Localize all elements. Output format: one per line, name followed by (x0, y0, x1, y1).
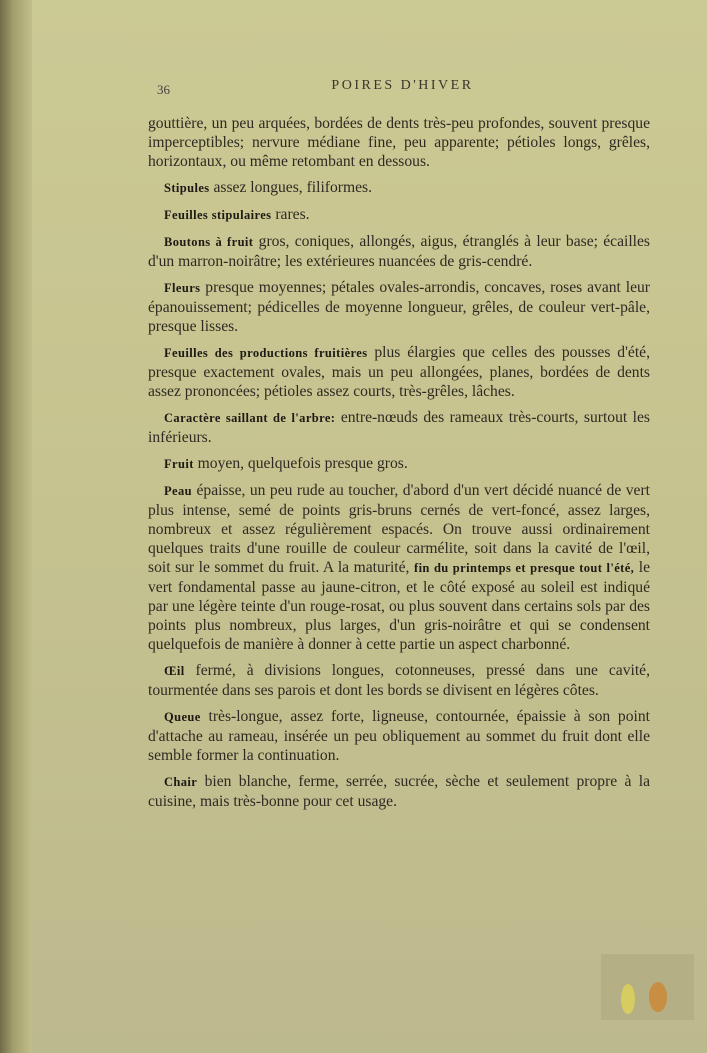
paragraph-boutons (148, 232, 650, 271)
paragraph-fruit (148, 454, 650, 474)
paragraph-text: gros, coniques, allongés, aigus, étranglés à leur base; écailles d'un marron-noirâtre; les extérieures nuancées de gris-cendré. (148, 233, 650, 270)
paragraph-text: fermé, à divisions longues, cotonneuses, pressé dans une cavité, tourmentée dans ses parois et dont les bords se divisent en légères côtes. (148, 662, 650, 699)
pear-icon (621, 984, 635, 1014)
paragraph-text: épaisse, un peu rude au toucher, d'abord d'un vert décidé nuancé de vert plus intense, semé de points gris-bruns cernés de vert-foncé, assez larges, nombreux et assez régulièrement espacés. On trouve aussi ordinairement quelques traits d'une rouille de couleur carmélite, soit dans la cavité de l'œil, soit sur le sommet du fruit. A la maturité, (148, 482, 650, 576)
lead-term: Fruit (164, 457, 194, 471)
paragraph-text: assez longues, filiformes. (209, 179, 372, 196)
book-binding-edge (0, 0, 32, 1053)
paragraph-text: plus élargies que celles des pousses d'été, presque exactement ovales, mais un peu allongées, planes, bordées de dents assez prononcées; pétioles assez courts, très-grêles, lâches. (148, 344, 650, 400)
pear-icon (649, 982, 667, 1012)
paragraph-text: presque moyennes; pétales ovales-arrondis, concaves, roses avant leur épanouissement; pédicelles de moyenne longueur, grêles, de couleur vert-pâle, presque lisses. (148, 279, 650, 335)
lead-term: Peau (164, 484, 192, 498)
lead-term: Œil (164, 664, 185, 678)
paragraph-text: entre-nœuds des rameaux très-courts, surtout les inférieurs. (148, 409, 650, 446)
paragraph-stipules (148, 178, 650, 198)
lead-term: Fleurs (164, 281, 201, 295)
paragraph-oeil (148, 661, 650, 700)
paragraph-chair (148, 772, 650, 811)
paragraph-text: rares. (271, 206, 310, 223)
paragraph-continuation (148, 114, 650, 171)
paragraph-text: très-longue, assez forte, ligneuse, contournée, épaissie à son point d'attache au rameau, insérée un peu obliquement au sommet du fruit dont elle semble former la continuation. (148, 708, 650, 764)
paragraph-feuilles-stipulaires (148, 205, 650, 225)
lead-term: Chair (164, 775, 198, 789)
lead-term: Feuilles des productions fruitières (164, 346, 368, 360)
paragraph-caractere (148, 408, 650, 447)
paragraph-fleurs (148, 278, 650, 336)
lead-term: Feuilles stipulaires (164, 208, 272, 222)
page-number: 36 (157, 82, 170, 97)
page-body (148, 114, 650, 818)
running-title: POIRES D'HIVER (331, 78, 474, 93)
paragraph-text: bien blanche, ferme, serrée, sucrée, sèche et seulement propre à la cuisine, mais très-bonne pour cet usage. (148, 773, 650, 810)
lead-term: Boutons à fruit (164, 235, 254, 249)
paragraph-feuilles-productions (148, 343, 650, 401)
paragraph-text: gouttière, un peu arquées, bordées de dents très-peu profondes, souvent presque imperceptibles; nervure médiane fine, peu apparente; pétioles longs, grêles, horizontaux, ou même retombant en dessous. (148, 115, 650, 170)
page-header (155, 78, 650, 98)
lead-term: Queue (164, 710, 201, 724)
paragraph-text: moyen, quelquefois presque gros. (193, 455, 408, 472)
lead-term: Caractère saillant de l'arbre: (164, 411, 336, 425)
pear-illustration-thumbnail (601, 954, 694, 1020)
paragraph-queue (148, 707, 650, 765)
paragraph-text: le vert fondamental passe au jaune-citron, et le côté exposé au soleil est indiqué par une légère teinte d'un rouge-rosat, ou plus souvent dans certains sols par des points plus nombreux, plus larges, d'un gris-noirâtre et qui se condensent quelquefois de manière à donner à cette partie un aspect charbonné. (148, 559, 651, 653)
lead-term-season: fin du printemps et presque tout l'été, (414, 561, 635, 575)
lead-term: Stipules (164, 181, 210, 195)
paragraph-peau (148, 481, 650, 654)
